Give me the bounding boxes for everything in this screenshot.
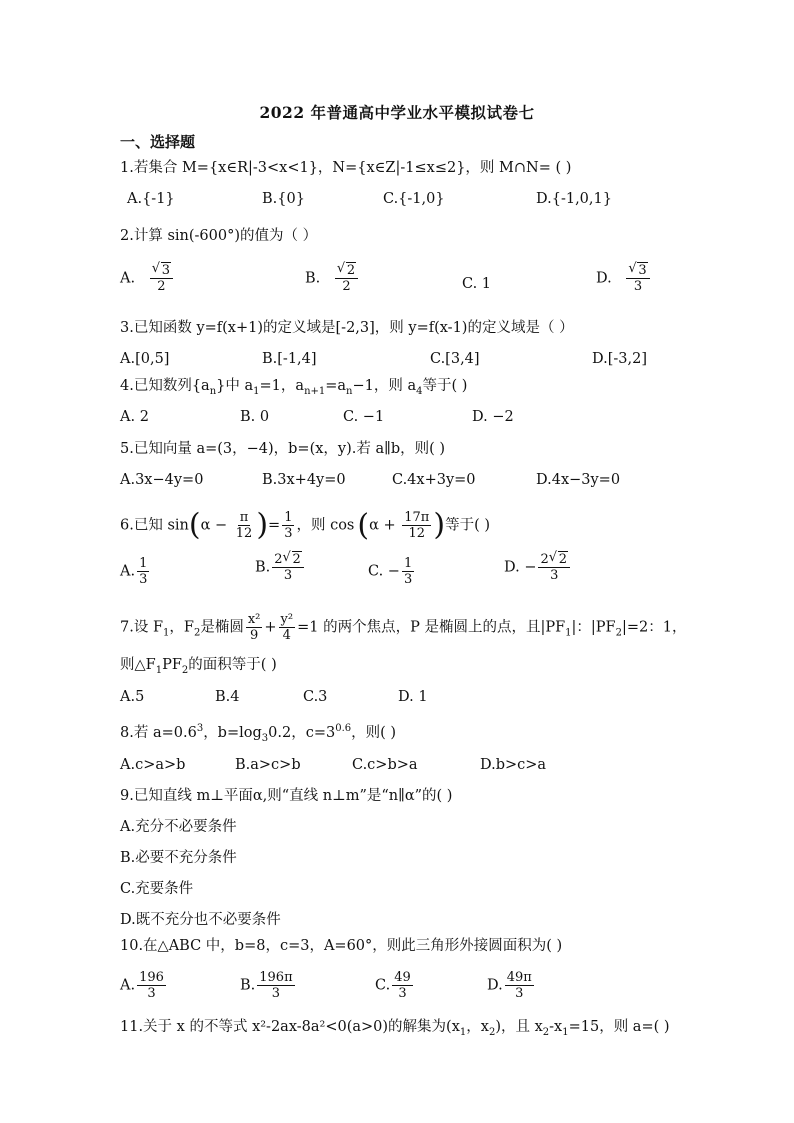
q3-option-d: D.[-3,2] [592, 351, 647, 367]
q9-option-c: C.充要条件 [120, 881, 194, 897]
q5-option-c: C.4x+3y=0 [392, 472, 476, 488]
question-1: 1.若集合 M={x∈R|-3<x<1}，N={x∈Z|-1≤x≤2}，则 M∩N= ( ) [120, 160, 572, 176]
q8-option-d: D.b>c>a [480, 757, 547, 773]
q10-option-a: A. $\frac{196}{3}$ [120, 970, 164, 1001]
q9-option-b: B.必要不充分条件 [120, 850, 237, 866]
q8-option-b: B.a>c>b [235, 757, 301, 773]
question-5: 5.已知向量 a=(3，−4)，b=(x，y).若 a∥b，则( ) [120, 441, 446, 457]
fraction: $\frac{17\pi}{12}$ [404, 510, 430, 541]
q4-option-d: D. −2 [472, 409, 514, 425]
question-3: 3.已知函数 y=f(x+1)的定义域是[-2,3]，则 y=f(x-1)的定义域是（ ） [120, 320, 574, 336]
q2-option-a [120, 263, 175, 294]
question-4: 4.已知数列$\{a_n\}$中 $a_1=1$，$a_{n+1}=a_n-1$，则 $a_4$等于( ) [120, 378, 468, 397]
q5-option-d: D.4x−3y=0 [536, 472, 621, 488]
q10-option-b: B. $\frac{196\pi}{3}$ [240, 970, 293, 1001]
fraction: √ 3 2 [150, 263, 173, 294]
fraction: √ 3 3 [626, 263, 649, 294]
q10-option-d: D. $\frac{49\pi}{3}$ [487, 970, 532, 1001]
option-label: D. [596, 270, 612, 287]
denominator: 2 [342, 279, 351, 294]
radicand: 3 [638, 263, 647, 278]
q8-option-c: C.c>b>a [352, 757, 418, 773]
question-7-line-2: 则$\triangle F_1PF_2$的面积等于( ) [120, 657, 277, 676]
q8-option-a: A.c>a>b [120, 757, 186, 773]
q7-option-d: D. 1 [398, 689, 428, 705]
q3-option-c: C.[3,4] [430, 351, 480, 367]
q9-option-d: D.既不充分也不必要条件 [120, 912, 281, 928]
q4-option-a: A. 2 [120, 409, 149, 425]
q1-option-d: D.{-1,0,1} [536, 191, 612, 207]
fraction: $\frac{1}{3}$ [284, 510, 293, 541]
q4-option-b: B. 0 [240, 409, 270, 425]
q4-option-c: C. −1 [343, 409, 385, 425]
question-6: 6.已知 sin(α − $\frac{\pi}{12}$ )= $\frac{1}{3}$ ，则 cos (α + $\frac{17\pi}{12}$ )等于( ) [120, 507, 491, 543]
question-2: 2.计算 sin(-600°)的值为（ ） [120, 228, 318, 244]
option-label: B. [305, 270, 321, 287]
fraction: √ 2 2 [335, 263, 358, 294]
q3-option-a: A.[0,5] [120, 351, 170, 367]
q1-option-a: A.{-1} [127, 191, 175, 207]
denominator: 2 [157, 279, 166, 294]
radicand: 3 [161, 263, 170, 278]
q1-option-b: B.{0} [262, 191, 305, 207]
q6-option-a: A. $\frac{1}{3}$ [120, 556, 148, 587]
q2-option-d [596, 263, 652, 294]
option-label: A. [120, 270, 136, 287]
question-11: 11.关于 x 的不等式 x²-2ax-8a²<0(a>0)的解集为($x_1$，$x_2$)，且 $x_2-x_1=15$，则 a=( ) [120, 1019, 670, 1038]
q6-option-d: D. − 2 √ 2 3 [504, 552, 572, 583]
question-8: 8.若 $a=0.6^3$，$b=\log_30.2$，$c=3^{0.6}$，则( ) [120, 723, 397, 744]
q7-option-c: C.3 [303, 689, 328, 705]
q1-option-c: C.{-1,0} [383, 191, 445, 207]
q7-option-b: B.4 [215, 689, 240, 705]
question-9: 9.已知直线 m⊥平面α,则“直线 n⊥m”是“n∥α”的( ) [120, 788, 453, 804]
q9-option-a: A.充分不必要条件 [120, 819, 237, 835]
q6-option-b: B. 2 √ 2 3 [255, 552, 306, 583]
denominator: 3 [633, 279, 643, 294]
q3-option-b: B.[-1,4] [262, 351, 317, 367]
question-10: 10.在△ABC 中，b=8，c=3，A=60°，则此三角形外接圆面积为( ) [120, 938, 563, 954]
section-heading: 一、选择题 [120, 133, 196, 151]
q6-option-c: C. − $\frac{1}{3}$ [368, 556, 413, 587]
q5-option-b: B.3x+4y=0 [262, 472, 346, 488]
q7-option-a: A.5 [120, 689, 145, 705]
q5-option-a: A.3x−4y=0 [120, 472, 204, 488]
q10-option-c: C. $\frac{49}{3}$ [375, 970, 411, 1001]
page-title: 2022 年普通高中学业水平模拟试卷七 [259, 103, 535, 122]
fraction: $\frac{\pi}{12}$ [235, 510, 253, 541]
q2-option-b [305, 263, 360, 294]
radicand: 2 [346, 263, 356, 278]
q2-option-c: C. 1 [462, 276, 492, 292]
question-7: 7.设 $F_1$，$F_2$是椭圆 $\frac{\text{x²}}{9}$ + $\frac{\text{y²}}{4}$ =1 的两个焦点，P 是椭圆上的点，且$|PF_1|$：$|PF_2|=2$：1， [120, 612, 687, 643]
